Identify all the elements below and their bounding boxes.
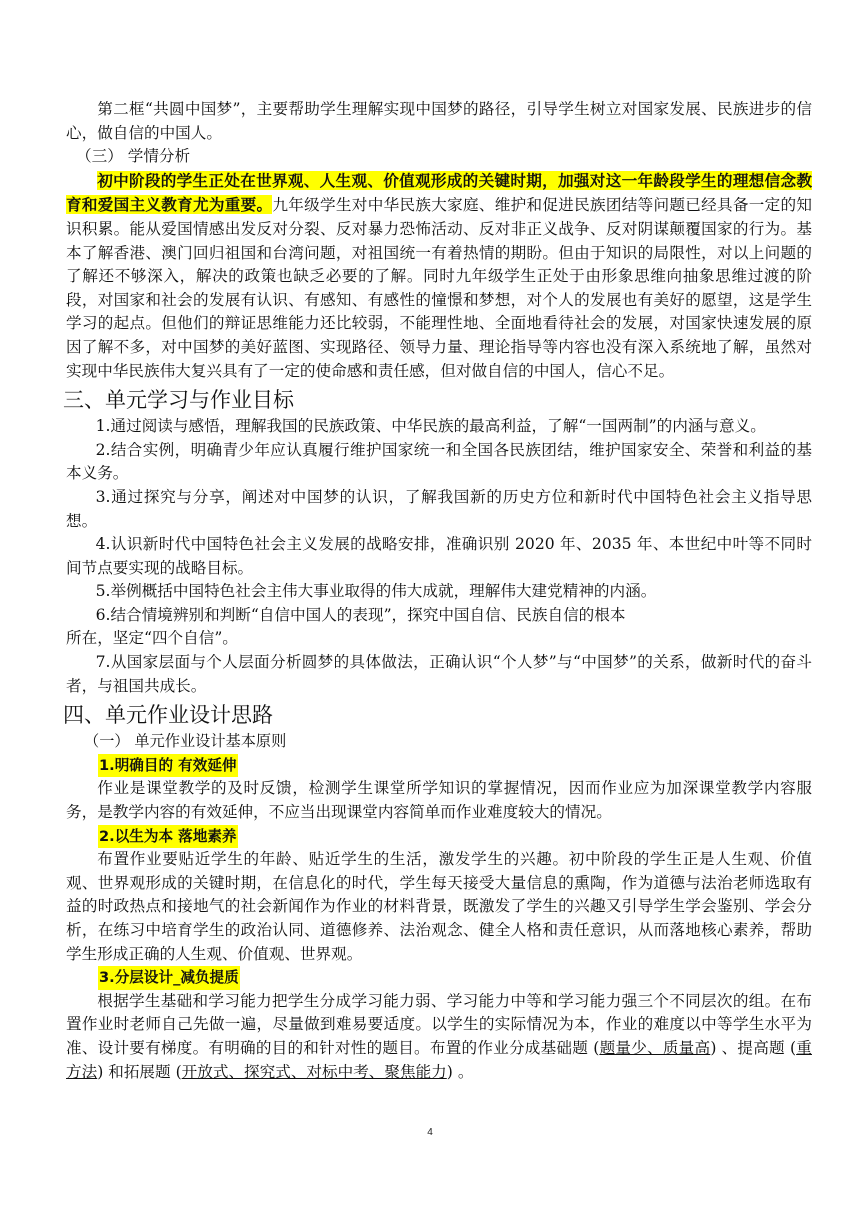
principle-text: [66, 990, 812, 1084]
section-heading-learning-analysis: （三） 学情分析: [76, 147, 191, 166]
highlighted-key-sentence: 初中阶段的学生正处在世界观、人生观、价值观形成的关键时期，加强对这一年龄段学生的理想信念教育和爱国主义教育尤为重要。: [66, 170, 812, 215]
goal-item-continuation: 所在，坚定“四个自信”。: [66, 629, 238, 648]
text-run: ) 。: [446, 1062, 474, 1081]
subheading-design-principles: （一） 单元作业设计基本原则: [84, 732, 287, 751]
goal-item: 2.结合实例，明确青少年应认真履行维护国家统一和全国各民族团结，维护国家安全、荣誉和利益的基本义务。: [66, 440, 812, 483]
intro-paragraph: 第二框“共圆中国梦”，主要帮助学生理解实现中国梦的路径，引导学生树立对国家发展、民族进步的信心，做自信的中国人。: [66, 100, 812, 142]
page-number: 4: [427, 1127, 433, 1138]
principle-label: [66, 966, 812, 990]
goal-item: 3.通过探究与分享，阐述对中国梦的认识，了解我国新的历史方位和新时代中国特色社会主义指导思想。: [66, 487, 812, 530]
principle-title: 3.分层设计_减负提质: [98, 966, 240, 990]
text-run: 根据学生基础和学习能力把学生分成学习能力弱、学习能力中等和学习能力强三个不同层次的组。在布置作业时老师自己先做一遍，尽量做到难易要适度。以学生的实际情况为本，作业的难度以中等学生水平为准、设计要有梯度。有明确的目的和针对性的题目。布置的作业分成基础题 (: [66, 991, 812, 1057]
principle-label: [66, 754, 812, 778]
document-page: [63, 98, 812, 1084]
analysis-paragraph: [66, 169, 812, 383]
analysis-text: 九年级学生对中华民族大家庭、维护和促进民族团结等问题已经具备一定的知识积累。能从爱国情感出发反对分裂、反对暴力恐怖活动、反对非正义战争、反对阴谋颠覆国家的行为。基本了解香港、澳门回归祖国和台湾问题，对祖国统一有着热情的期盼。但由于知识的局限性，对以上问题的了解还不够深入，解决的政策也缺乏必要的了解。同时九年级学生正处于由形象思维向抽象思维过渡的阶段，对国家和社会的发展有认识、有感知、有感性的憧憬和梦想，对个人的发展也有美好的愿望，这是学生学习的起点。但他们的辩证思维能力还比较弱，不能理性地、全面地看待社会的发展，对国家快速发展的原因了解不多，对中国梦的美好蓝图、实现路径、领导力量、理论指导等内容也没有深入系统地了解，虽然对实现中华民族伟大复兴具有了一定的使命感和责任感，但对做自信的中国人，信心不足。: [66, 196, 812, 380]
principle-text: 布置作业要贴近学生的年龄、贴近学生的生活，激发学生的兴趣。初中阶段的学生正是人生观、价值观、世界观形成的关键时期，在信息化的时代，学生每天接受大量信息的熏陶，作为道德与法治老师选取有益的时政热点和接地气的社会新闻作为作业的材料背景，既激发了学生的兴趣又引导学生学会鉴别、学会分析，在练习中培育学生的政治认同、道德修养、法治观念、健全人格和责任意识，从而落地核心素养，帮助学生形成正确的人生观、价值观、世界观。: [66, 850, 812, 963]
principle-title: 2.以生为本 落地素养: [98, 825, 238, 849]
goal-item: 7.从国家层面与个人层面分析圆梦的具体做法，正确认识“个人梦”与“中国梦”的关系，做新时代的奋斗者，与祖国共成长。: [66, 653, 812, 695]
goal-item: 5.举例概括中国特色社会主伟大事业取得的伟大成就，理解伟大建党精神的内涵。: [95, 582, 657, 601]
principle-label: [66, 825, 812, 849]
heading-unit-goals: 三、单元学习与作业目标: [63, 388, 294, 413]
principle-text: 作业是课堂教学的及时反馈，检测学生课堂所学知识的掌握情况，因而作业应为加深课堂教学内容服务，是教学内容的有效延伸，不应当出现课堂内容简单而作业难度较大的情况。: [66, 779, 812, 822]
underlined-text: 重方法: [66, 1038, 812, 1081]
underlined-text: 开放式、探究式、对标中考、聚焦能力: [181, 1062, 447, 1081]
goal-item: 4.认识新时代中国特色社会主义发展的战略安排，准确识别 2020 年、2035 年、本世纪中叶等不同时间节点要实现的战略目标。: [66, 535, 812, 577]
goal-item: 6.结合情境辨别和判断“自信中国人的表现”，探究中国自信、民族自信的根本: [95, 605, 626, 624]
underlined-text: 题量少、质量高: [599, 1038, 711, 1057]
text-run: ) 和拓展题 (: [97, 1062, 182, 1081]
text-run: ) 、提高题 (: [710, 1038, 797, 1057]
goal-item: 1.通过阅读与感悟，理解我国的民族政策、中华民族的最高利益，了解“一国两制”的内涵与意义。: [95, 417, 766, 436]
principle-title: 1.明确目的 有效延伸: [98, 754, 238, 778]
heading-design-ideas: 四、单元作业设计思路: [63, 703, 273, 728]
